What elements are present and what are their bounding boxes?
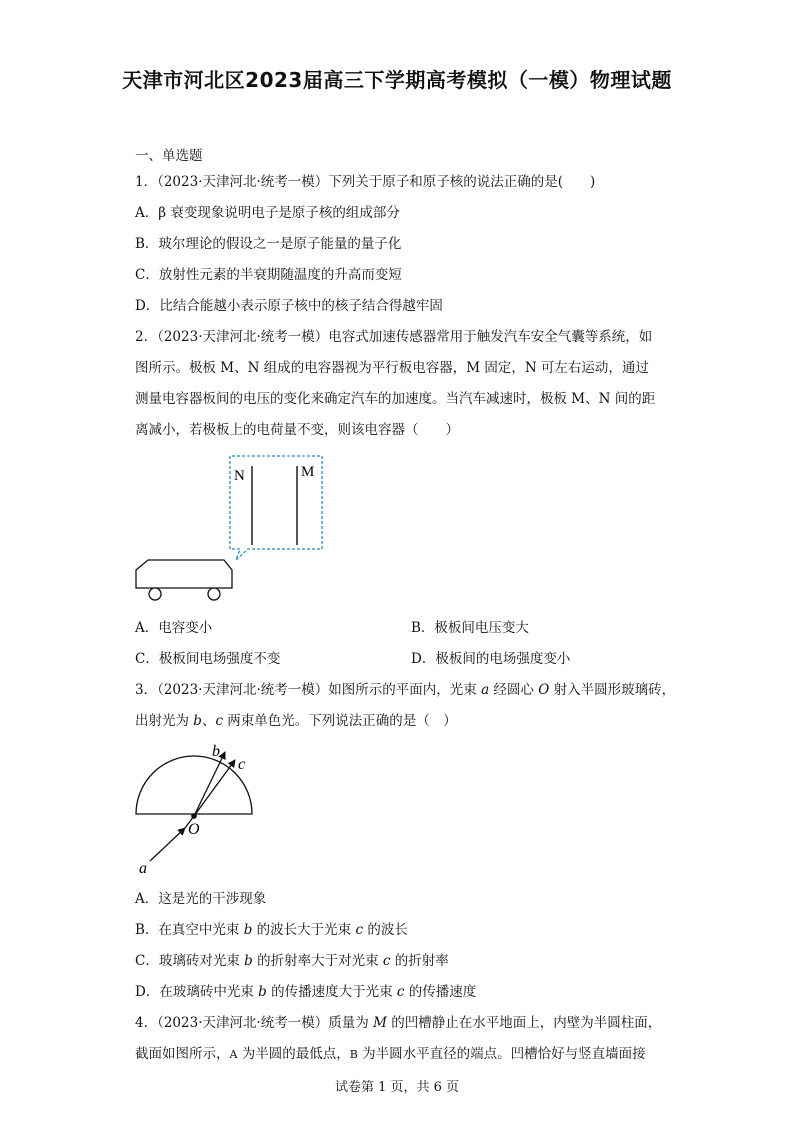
label-m: M — [301, 464, 315, 480]
label-o: O — [188, 821, 200, 838]
section-heading: 一、单选题 — [135, 148, 203, 164]
q4-stem-line1: 4．（2023·天津河北·统考一模）质量为 M 的凹槽静止在水平地面上，内壁为半圆柱面， — [135, 1015, 662, 1031]
q3-option-b: B．在真空中光束 b 的波长大于光束 c 的波长 — [135, 922, 408, 938]
q2-stem-line3: 测量电容器板间的电压的变化来确定汽车的加速度。当汽车减速时，极板 M、N 间的距 — [135, 391, 656, 407]
q3-semicircle-glass-figure — [130, 740, 265, 882]
q1-stem: 1．（2023·天津河北·统考一模）下列关于原子和原子核的说法正确的是( ) — [135, 174, 596, 190]
q1-option-c: C．放射性元素的半衰期随温度的升高而变短 — [135, 267, 402, 283]
q2-capacitor-car-figure — [130, 452, 340, 604]
beam-c — [194, 760, 235, 816]
beam-b — [194, 752, 225, 816]
q2-option-d: D．极板间的电场强度变小 — [411, 651, 571, 667]
q3-option-d: D．在玻璃砖中光束 b 的传播速度大于光束 c 的传播速度 — [135, 984, 477, 1000]
q3-option-c: C．玻璃砖对光束 b 的折射率大于对光束 c 的折射率 — [135, 953, 449, 969]
q1-option-b: B．玻尔理论的假设之一是原子能量的量子化 — [135, 236, 402, 252]
q3-stem-line1: 3．（2023·天津河北·统考一模）如图所示的平面内，光束 a 经圆心 O 射入半圆形玻璃砖， — [135, 682, 676, 698]
q2-stem-line4: 离减小，若极板上的电荷量不变，则该电容器（ ） — [135, 422, 459, 438]
q2-stem-line2: 图所示。极板 M、N 组成的电容器视为平行板电容器，M 固定，N 可左右运动，通过 — [135, 360, 649, 376]
label-a: a — [139, 860, 147, 877]
q2-option-a: A．电容变小 — [135, 620, 213, 636]
page-footer: 试卷第 1 页，共 6 页 — [334, 1080, 460, 1095]
q1-option-d: D．比结合能越小表示原子核中的核子结合得越牢固 — [135, 298, 443, 314]
q2-option-b: B．极板间电压变大 — [411, 620, 529, 636]
car-wheel-rear — [149, 588, 161, 600]
car-wheel-front — [208, 588, 220, 600]
car-body — [136, 560, 232, 588]
q1-option-a: A．β 衰变现象说明电子是原子核的组成部分 — [135, 205, 400, 221]
q2-option-c: C．极板间电场强度不变 — [135, 651, 281, 667]
q3-option-a: A．这是光的干涉现象 — [135, 891, 267, 907]
semicircle-glass — [136, 756, 252, 814]
q2-stem-line1: 2．（2023·天津河北·统考一模）电容式加速传感器常用于触发汽车安全气囊等系统，如 — [135, 329, 653, 345]
label-n: N — [234, 468, 245, 484]
label-b: b — [212, 743, 220, 760]
label-c: c — [238, 756, 246, 773]
q3-stem-line2: 出射光为 b、c 两束单色光。下列说法正确的是（ ） — [135, 713, 457, 729]
q4-stem-line2: 截面如图所示，A 为半圆的最低点，B 为半圆水平直径的端点。凹槽恰好与竖直墙面接 — [135, 1046, 646, 1062]
center-o — [191, 813, 197, 819]
page-title: 天津市河北区2023届高三下学期高考模拟（一模）物理试题 — [122, 68, 672, 92]
beam-a — [150, 828, 185, 861]
